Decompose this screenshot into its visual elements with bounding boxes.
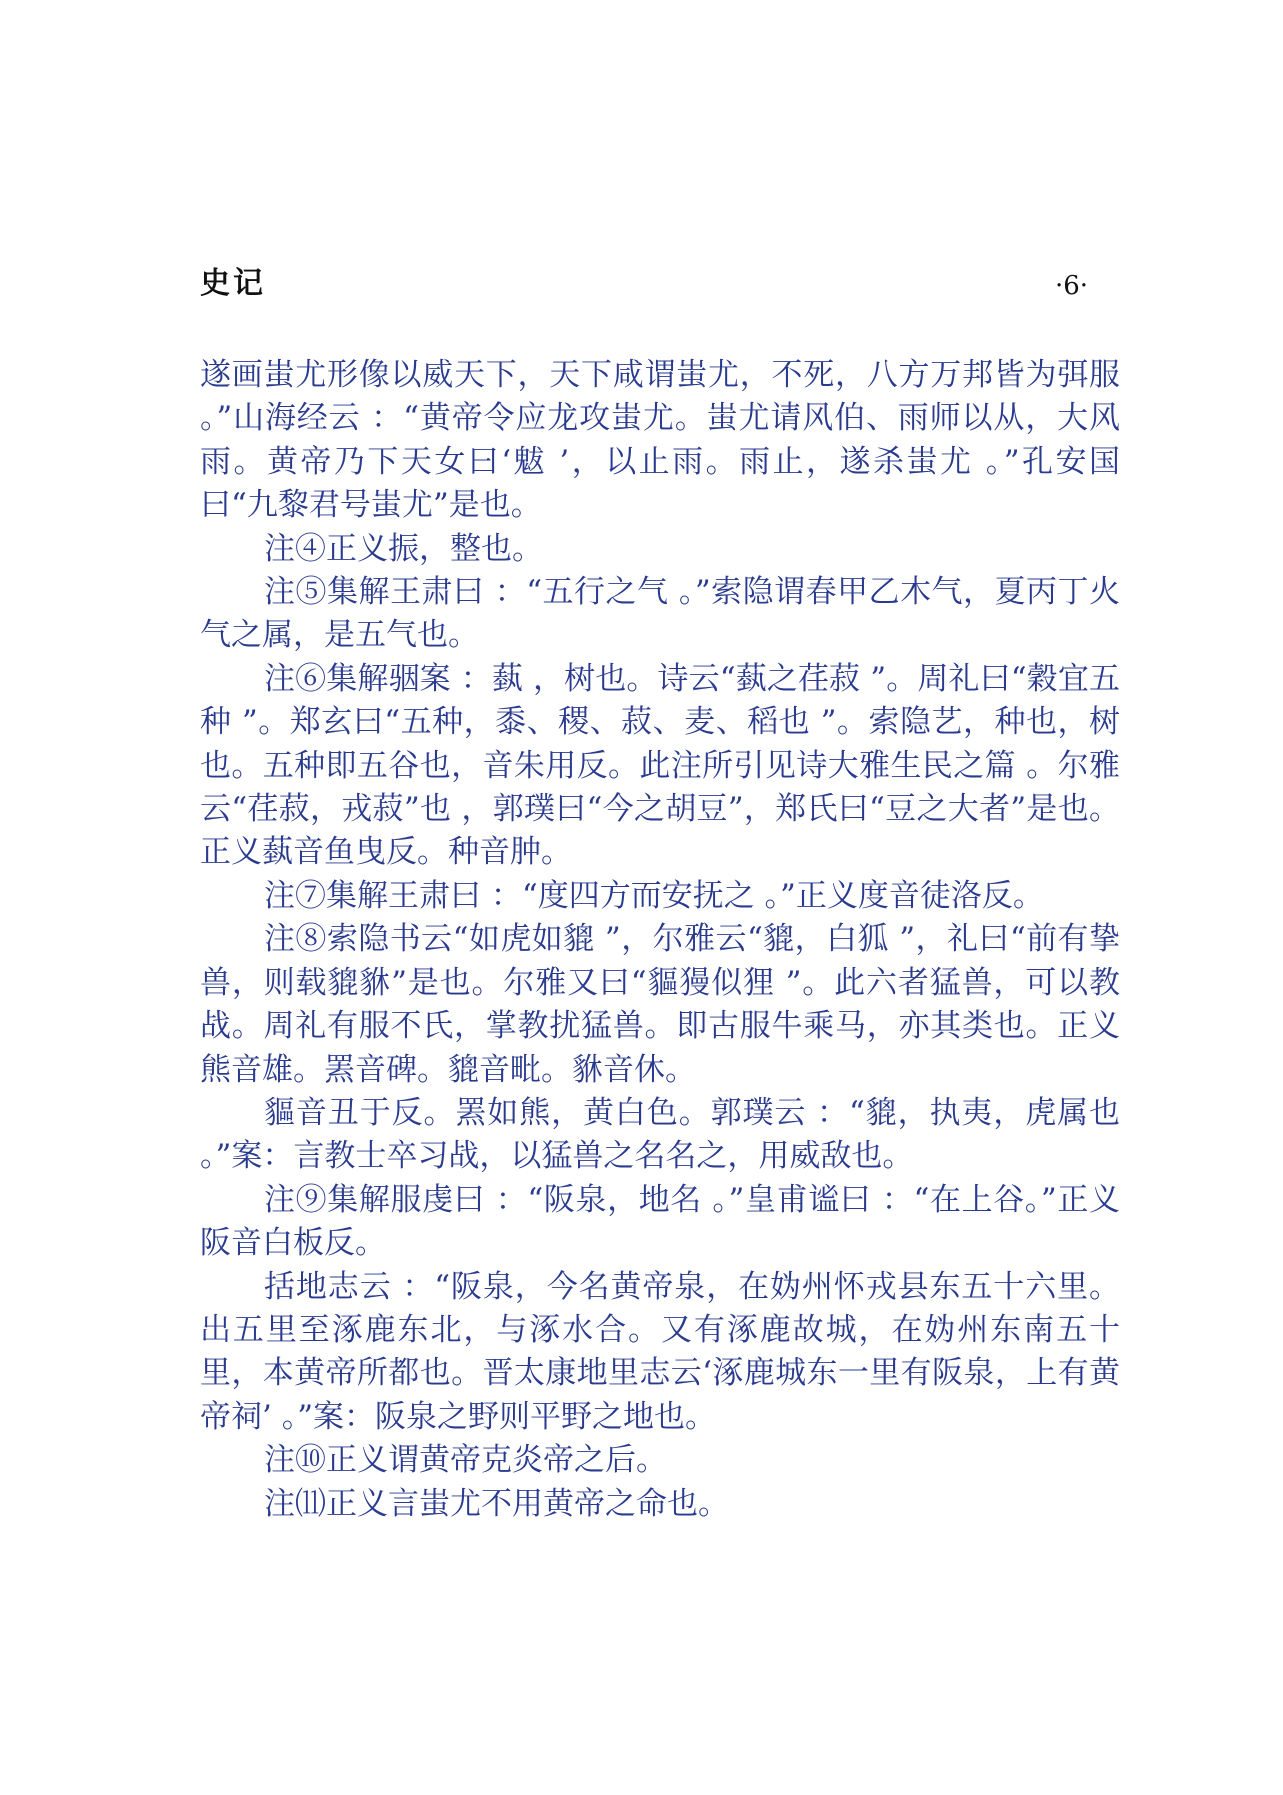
page-number: ·6· [1055, 271, 1089, 301]
paragraph: 注⑤集解王肃曰 ：“五行之气 。”索隐谓春甲乙木气，夏丙丁火气之属，是五气也。 [200, 574, 1120, 654]
paragraph: 注⑨集解服虔曰 ：“阪泉，地名 。”皇甫谧曰 ：“在上谷。”正义阪音白板反。 [200, 1181, 1120, 1262]
paragraph: 注⑾正义言蚩尤不用黄帝之命也。 [264, 1485, 729, 1522]
paragraph: 注⑧索隐书云“如虎如貔 ”，尔雅云“貔，白狐 ”，礼曰“前有挚兽，则载貔貅”是也。尔雅又曰“貙獌似狸 ”。此六者猛兽，可以教战。周礼有服不氏，掌教扰猛兽。即古服牛乘马，亦其类也。正义熊音雄。罴音碑。貔音毗。貅音休。 [200, 921, 1120, 1088]
paragraph: 括地志云 ：“阪泉，今名黄帝泉，在妫州怀戎县东五十六里。出五里至涿鹿东北，与涿水合。又有涿鹿故城，在妫州东南五十里，本黄帝所都也。晋太康地里志云‘涿鹿城东一里有阪泉，上有黄帝祠’ 。”案：阪泉之野则平野之地也。 [200, 1268, 1120, 1435]
paragraph: 貙音丑于反。罴如熊，黄白色。郭璞云 ：“貔，执夷，虎属也 。”案：言教士卒习战，以猛兽之名名之，用威敌也。 [200, 1094, 1120, 1175]
paragraph: 注⑦集解王肃曰 ：“度四方而安抚之 。”正义度音徒洛反。 [264, 877, 1044, 914]
paragraph: 注⑥集解骃案 ：蓺 ，树也。诗云“蓺之荏菽 ”。周礼曰“穀宜五种 ”。郑玄曰“五种，黍、稷、菽、麦、稻也 ”。索隐艺，种也，树也。五种即五谷也，音朱用反。此注所引见诗大雅生民之篇 。尔雅云“荏菽，戎菽”也 ，郭璞曰“今之胡豆”，郑氏曰“豆之大者”是也。正义蓺音鱼曳反。种音肿。 [200, 660, 1120, 871]
paragraph: 注⑩正义谓黄帝克炎帝之后。 [264, 1442, 667, 1479]
body-text [200, 354, 1120, 1526]
paragraph: 遂画蚩尤形像以威天下，天下咸谓蚩尤，不死，八方万邦皆为弭服 。”山海经云 ：“黄帝令应龙攻蚩尤。蚩尤请风伯、雨师以从，大风雨。黄帝乃下天女曰‘魃 ’，以止雨。雨止，遂杀蚩尤 。”孔安国曰“九黎君号蚩尤”是也。 [200, 357, 1120, 524]
paragraph: 注④正义振，整也。 [264, 530, 543, 567]
running-header-title: 史记 [200, 266, 266, 301]
